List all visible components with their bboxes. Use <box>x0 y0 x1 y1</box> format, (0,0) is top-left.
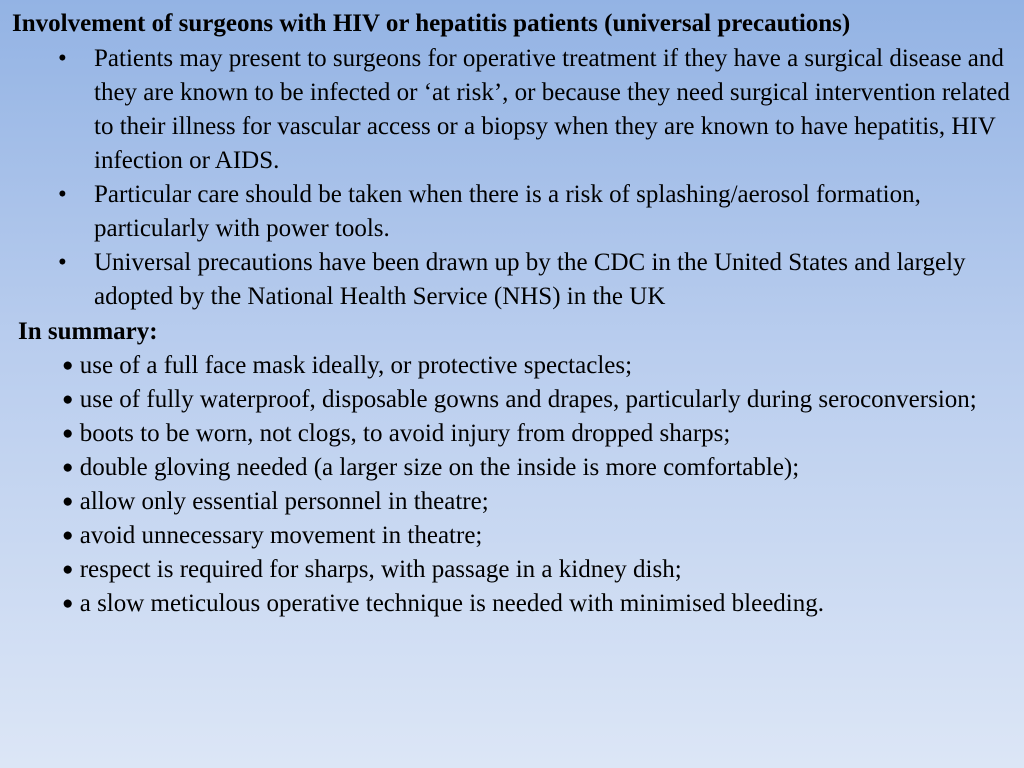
summary-dot: ● <box>62 593 74 614</box>
summary-dot: ● <box>62 389 74 410</box>
summary-item <box>62 383 1002 417</box>
summary-text: a slow meticulous operative technique is needed with minimised bleeding. <box>79 590 824 617</box>
summary-item <box>62 587 1002 621</box>
bullet-item <box>58 178 1018 246</box>
bullet-mark: • <box>58 249 67 276</box>
summary-text: double gloving needed (a larger size on the inside is more comfortable); <box>79 454 800 481</box>
summary-text: allow only essential personnel in theatre; <box>79 488 489 515</box>
summary-item <box>62 553 1002 587</box>
summary-dot: ● <box>62 559 74 580</box>
summary-text: respect is required for sharps, with passage in a kidney dish; <box>79 556 682 583</box>
summary-item <box>62 349 1002 383</box>
bullet-text: Patients may present to surgeons for operative treatment if they have a surgical disease and they are known to be infected or ‘at risk’, or because they need surgical intervention related to their illness for vascular access or a biopsy when they are known to have hepatitis, HIV infection or AIDS. <box>94 45 1010 174</box>
bullet-item <box>58 246 1018 314</box>
summary-dot: ● <box>62 355 74 376</box>
summary-dot: ● <box>62 423 74 444</box>
summary-text: use of fully waterproof, disposable gowns and drapes, particularly during seroconversion; <box>79 386 977 413</box>
summary-text: boots to be worn, not clogs, to avoid injury from dropped sharps; <box>79 420 731 447</box>
slide-title: Involvement of surgeons with HIV or hepatitis patients (universal precautions) <box>12 10 851 37</box>
summary-text: use of a full face mask ideally, or protective spectacles; <box>79 352 633 379</box>
summary-list <box>62 349 1002 621</box>
summary-item <box>62 519 1002 553</box>
summary-heading: In summary: <box>18 318 158 345</box>
summary-dot: ● <box>62 457 74 478</box>
summary-item <box>62 417 1002 451</box>
summary-item <box>62 485 1002 519</box>
summary-dot: ● <box>62 491 74 512</box>
summary-text: avoid unnecessary movement in theatre; <box>79 522 483 549</box>
bullet-list <box>58 42 1018 314</box>
summary-item <box>62 451 1002 485</box>
summary-dot: ● <box>62 525 74 546</box>
bullet-item <box>58 42 1018 178</box>
bullet-mark: • <box>58 181 67 208</box>
bullet-text: Particular care should be taken when there is a risk of splashing/aerosol formation, particularly with power tools. <box>94 181 921 242</box>
bullet-text: Universal precautions have been drawn up by the CDC in the United States and largely adopted by the National Health Service (NHS) in the UK <box>94 249 966 310</box>
bullet-mark: • <box>58 45 67 72</box>
